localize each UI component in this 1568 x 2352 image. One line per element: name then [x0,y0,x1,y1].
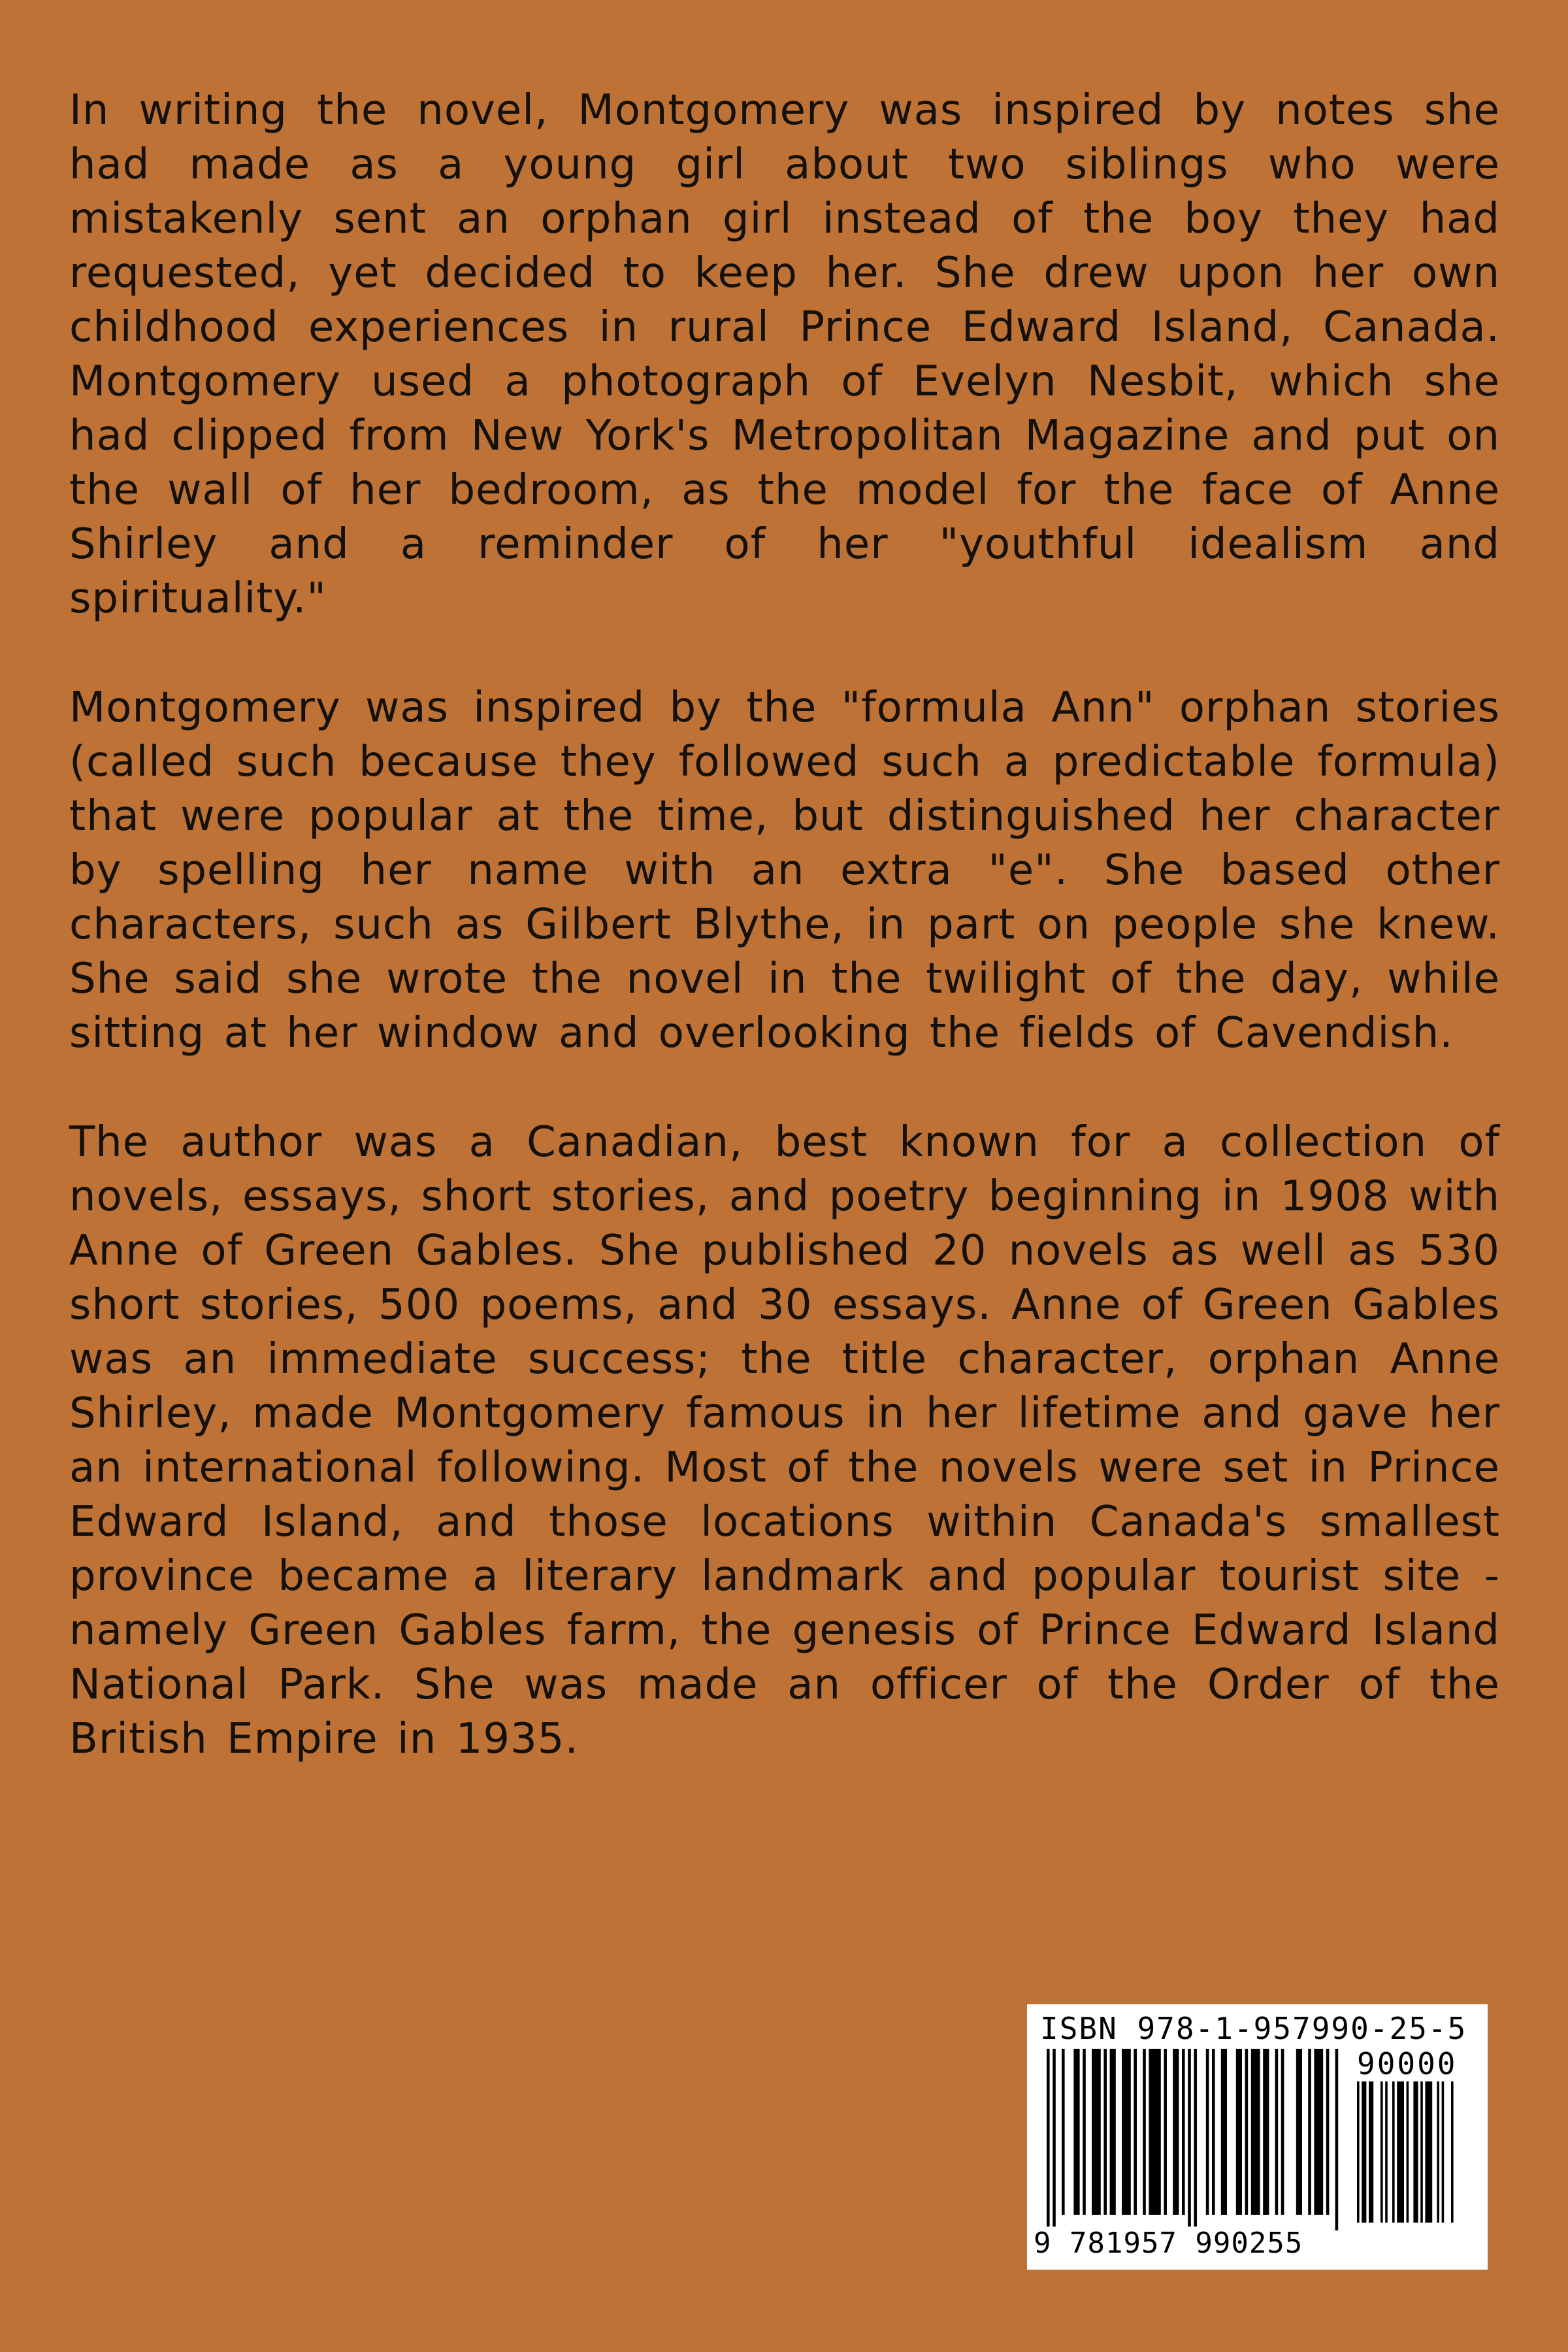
barcode-bar [1357,2081,1360,2223]
barcode-bar [1103,2049,1107,2215]
barcode-bar [1134,2049,1137,2215]
barcode-bar [1281,2049,1284,2215]
isbn-barcode [1027,2004,1488,2270]
barcode-bar [1047,2049,1050,2230]
addon-barcode-bars [1357,2081,1471,2238]
barcode-bar [1369,2081,1373,2223]
barcode-bar [1413,2081,1418,2223]
barcode-bar [1314,2049,1323,2215]
barcode-bar [1335,2049,1339,2230]
barcode-bar [1362,2081,1366,2223]
barcode-bar [1263,2049,1269,2215]
barcode-bar [1221,2049,1227,2215]
barcode-bar [1380,2081,1383,2223]
barcode-bar [1083,2049,1086,2215]
barcode-bar [1149,2049,1160,2215]
barcode-bar [1110,2049,1116,2215]
barcode-bar [1425,2081,1432,2223]
barcode-bar [1326,2049,1330,2215]
barcode-bar [1236,2049,1242,2215]
barcode-bar [1296,2049,1302,2215]
barcode-bar [1420,2081,1423,2223]
paragraph-inspiration: In writing the novel, Montgomery was inspired by notes she had made as a young girl about two siblings who were mistakenly sent an orphan girl instead of the boy they had requested, yet decided to keep her. She drew upon her own childhood experiences in rural Prince Edward Island, Canada. Montgomery used a photograph of Evelyn Nesbit, which she had clipped from New York's Metropolitan Magazine and put on the wall of her bedroom, as the model for the face of Anne Shirley and a reminder of her "youthful idealism and spirituality." [69,86,1500,623]
barcode-bar [1245,2049,1249,2215]
barcode-bar [1251,2049,1260,2215]
barcode-bar [1451,2081,1454,2223]
barcode-bar [1397,2081,1404,2223]
barcode-bar [1164,2049,1167,2215]
barcode-bar [1053,2049,1056,2230]
barcode-bar [1182,2049,1185,2215]
isbn-label: ISBN 978-1-957990-25-5 [1040,2011,1467,2046]
paragraph-formula-ann: Montgomery was inspired by the "formula Ann" orphan stories (called such because they followed such a predictable formula) that were popular at the time, but distinguished her character by spelling her name with an extra "e". She based other characters, such as Gilbert Blythe, in part on people she knew. She said she wrote the novel in the twilight of the day, while sitting at her window and overlooking the fields of Cavendish. [69,684,1500,1057]
ean-barcode-bars [1047,2049,1341,2230]
barcode-bar [1122,2049,1131,2215]
barcode-bar [1206,2049,1209,2215]
barcode-bar [1275,2049,1279,2215]
barcode-bar [1092,2049,1101,2215]
barcode-bar [1073,2049,1079,2215]
barcode-bar [1194,2049,1197,2230]
barcode-bar [1407,2081,1409,2223]
blurb-text [69,84,1500,1766]
barcode-bar [1442,2081,1445,2223]
barcode-bar [1188,2049,1191,2230]
barcode-bar [1437,2081,1439,2223]
barcode-bar [1392,2081,1395,2223]
barcode-bar [1385,2081,1388,2223]
barcode-bar [1212,2049,1215,2215]
barcode-bar [1173,2049,1179,2215]
barcode-bar [1062,2049,1065,2215]
barcode-bar [1308,2049,1311,2215]
paragraph-author-bio: The author was a Canadian, best known for a collection of novels, essays, short stories, and poetry beginning in 1908 with Anne of Green Gables. She published 20 novels as well as 530 short stories, 500 poems, and 30 essays. Anne of Green Gables was an immediate success; the title character, orphan Anne Shirley, made Montgomery famous in her lifetime and gave her an international following. Most of the novels were set in Prince Edward Island, and those locations within Canada's smallest province became a literary landmark and popular tourist site - namely Green Gables farm, the genesis of Prince Edward Island National Park. She was made an officer of the Order of the British Empire in 1935. [69,1118,1500,1763]
barcode-bar [1143,2049,1146,2215]
price-code: 90000 [1357,2046,1458,2081]
barcode-digits: 9 781957 990255 [1031,2227,1305,2261]
